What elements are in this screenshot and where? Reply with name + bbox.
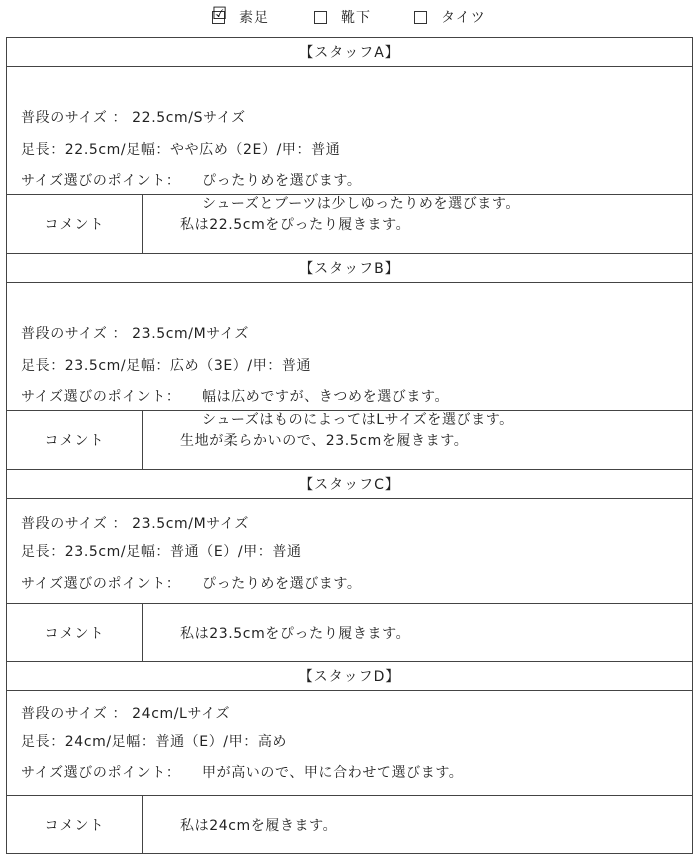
comment-label: コメント [7,604,143,661]
staff-header: 【スタッフC】 [7,470,692,499]
size-point-label: サイズ選びのポイント： [21,765,181,781]
staff-header: 【スタッフB】 [7,254,692,283]
legend-item-tights [414,7,486,27]
foot-measurements: 足長：23.5cm/足幅：広め（3E）/甲：普通 [21,358,312,374]
comment-text: 私は23.5cmをぴったり履きます。 [180,625,411,642]
legend-label: 素足 [239,10,269,26]
size-point-line: 甲が高いので、甲に合わせて選びます。 [202,765,464,781]
legend-item-barefoot [212,3,269,27]
comment-row [7,796,692,854]
checkbox-empty-icon [414,11,427,24]
check-mark-icon: ☑ [212,3,229,24]
comment-label: コメント [7,796,143,853]
usual-size: 普段のサイズ ： 23.5cm/Mサイズ [21,516,249,532]
size-point-label: サイズ選びのポイント： [21,173,181,189]
checkbox-checked-icon [212,3,229,24]
legend-item-socks [314,7,371,27]
comment-label: コメント [7,195,143,253]
size-point-label: サイズ選びのポイント： [21,576,181,592]
legend [0,0,700,36]
usual-size: 普段のサイズ ： 22.5cm/Sサイズ [21,110,246,126]
staff-size-table [6,37,693,854]
staff-info [7,691,692,796]
usual-size: 普段のサイズ ： 23.5cm/Mサイズ [21,326,249,342]
comment-text: 生地が柔らかいので、23.5cmを履きます。 [180,433,469,449]
size-point-line: ぴったりめを選びます。 [202,173,362,189]
foot-measurements: 足長：24cm/足幅：普通（E）/甲：高め [21,734,288,750]
legend-label: 靴下 [341,10,371,26]
size-point-line: ぴったりめを選びます。 [202,576,362,592]
size-point-line: 幅は広めですが、きつめを選びます。 [202,389,450,405]
comment-label: コメント [7,411,143,469]
size-point-line: シューズとブーツは少しゆったりめを選びます。 [202,196,520,212]
staff-info [7,283,692,428]
usual-size: 普段のサイズ ： 24cm/Lサイズ [21,706,231,722]
size-point-label: サイズ選びのポイント： [21,389,181,405]
staff-info [7,67,692,212]
staff-header: 【スタッフD】 [7,662,692,691]
comment-text: 私は22.5cmをぴったり履きます。 [180,217,411,233]
legend-label: タイツ [441,10,486,26]
staff-header: 【スタッフA】 [7,38,692,67]
checkbox-empty-icon [314,11,327,24]
staff-info [7,499,692,604]
foot-measurements: 足長：22.5cm/足幅：やや広め（2E）/甲：普通 [21,142,341,158]
foot-measurements: 足長：23.5cm/足幅：普通（E）/甲：普通 [21,544,302,560]
comment-row [7,604,692,662]
comment-text: 私は24cmを履きます。 [180,817,338,834]
size-point-line: シューズはものによってはLサイズを選びます。 [202,412,514,428]
